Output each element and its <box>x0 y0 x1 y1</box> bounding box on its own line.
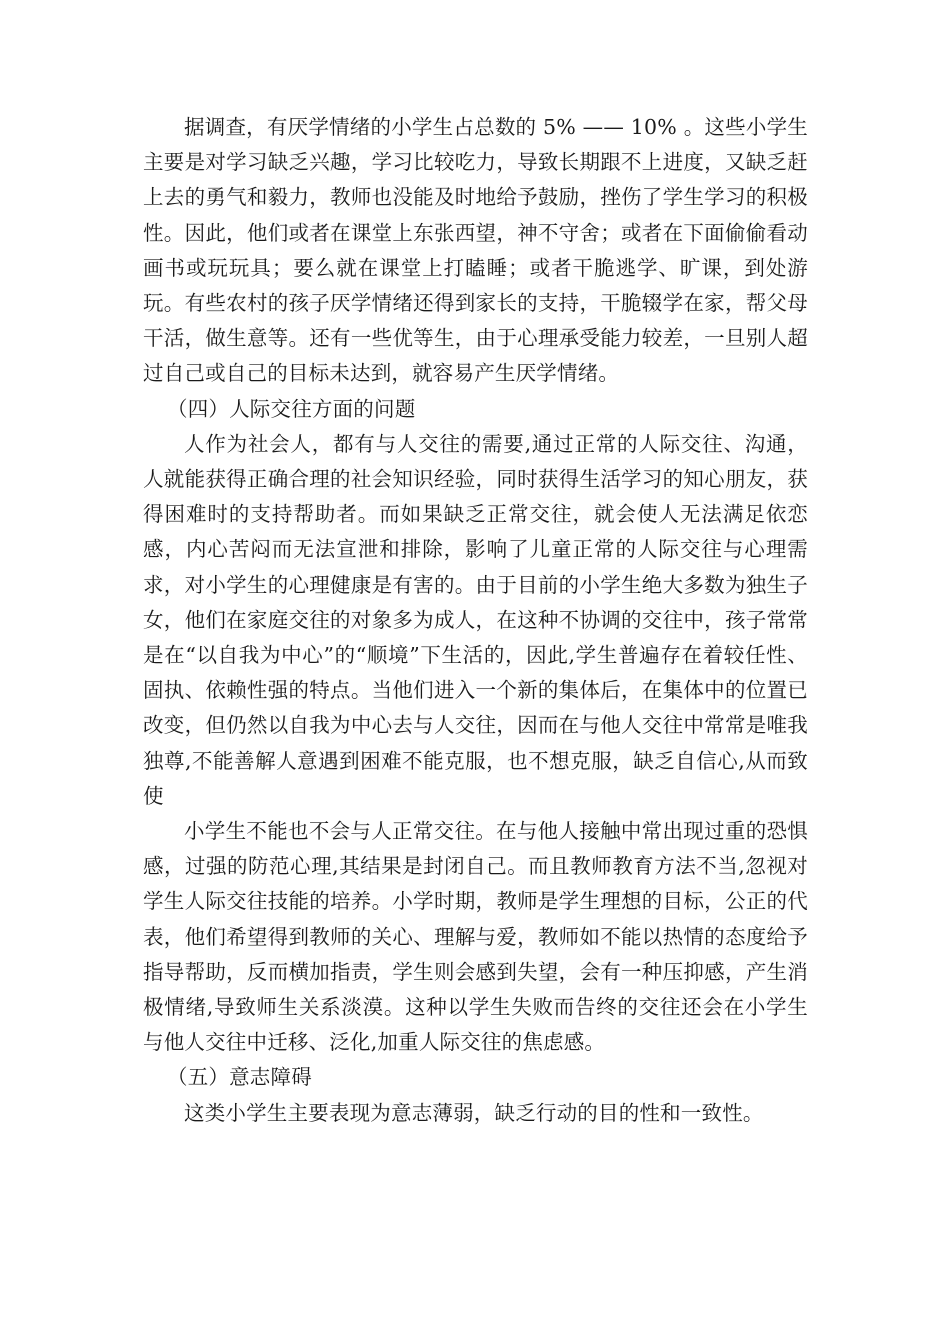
paragraph-interpersonal-2: 小学生不能也不会与人正常交往。在与他人接触中常出现过重的恐惧感，过强的防范心理,其结果是封闭自己。而且教师教育方法不当,忽视对学生人际交往技能的培养。小学时期，教师是学生理想的目标，公正的代表，他们希望得到教师的关心、理解与爱，教师如不能以热情的态度给予指导帮助，反而横加指责，学生则会感到失望，会有一种压抑感，产生消极情绪,导致师生关系淡漠。这种以学生失败而告终的交往还会在小学生与他人交往中迁移、泛化,加重人际交往的焦虑感。 <box>143 819 808 1055</box>
paragraph-willpower: 这类小学生主要表现为意志薄弱，缺乏行动的目的性和一致性。 <box>184 1100 764 1125</box>
section-heading-interpersonal: （四）人际交往方面的问题 <box>167 396 416 421</box>
document-body <box>143 110 808 1131</box>
paragraph-truancy: 据调查，有厌学情绪的小学生占总数的 5% —— 10% 。这些小学生主要是对学习缺乏兴趣，学习比较吃力，导致长期跟不上进度，又缺乏赶上去的勇气和毅力，教师也没能及时地给予鼓励，挫伤了学生学习的积极性。因此，他们或者在课堂上东张西望，神不守舍；或者在下面偷偷看动画书或玩玩具；要么就在课堂上打瞌睡；或者干脆逃学、旷课，到处游玩。有些农村的孩子厌学情绪还得到家长的支持，干脆辍学在家，帮父母干活，做生意等。还有一些优等生，由于心理承受能力较差，一旦别人超过自己或自己的目标未达到，就容易产生厌学情绪。 <box>143 115 808 386</box>
section-heading-willpower: （五）意志障碍 <box>167 1065 312 1090</box>
paragraph-interpersonal-1: 人作为社会人，都有与人交往的需要,通过正常的人际交往、沟通，人就能获得正确合理的社会知识经验，同时获得生活学习的知心朋友，获得困难时的支持帮助者。而如果缺乏正常交往，就会使人无法满足依恋感，内心苦闷而无法宣泄和排除，影响了儿童正常的人际交往与心理需求，对小学生的心理健康是有害的。由于目前的小学生绝大多数为独生子女，他们在家庭交往的对象多为成人，在这种不协调的交往中，孩子常常是在“以自我为中心”的“顺境”下生活的，因此,学生普遍存在着较任性、固执、依赖性强的特点。当他们进入一个新的集体后，在集体中的位置已改变，但仍然以自我为中心去与人交往，因而在与他人交往中常常是唯我独尊,不能善解人意遇到困难不能克服，也不想克服，缺乏自信心,从而致使 <box>143 431 808 808</box>
